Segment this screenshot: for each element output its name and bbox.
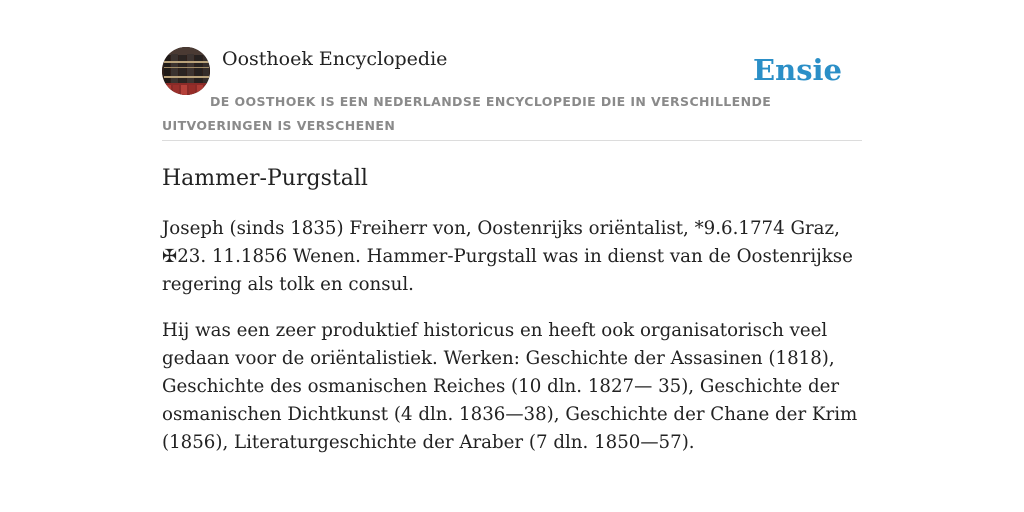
site-header [162,44,862,141]
article [162,160,867,457]
site-name[interactable]: Oosthoek Encyclopedie [222,48,448,70]
article-title: Hammer-Purgstall [162,166,368,191]
article-paragraph: Hij was een zeer produktief historicus en heeft ook organisatorisch veel gedaan voor de oriëntalistiek. Werken: Geschichte der Assasinen (1818), Geschichte des osmanischen Reiches (10 dln. 1827— 35), Geschichte der osmanischen Dichtkunst (4 dln. 1836—38), Geschichte der Chane der Krim (1856), Literaturgeschichte der Araber (7 dln. 1850—57). [162,320,858,453]
brand-logo[interactable]: Ensie [753,53,842,87]
article-paragraph: Joseph (sinds 1835) Freiherr von, Oostenrijks oriëntalist, *9.6.1774 Graz, ✠23. 11.1856 Wenen. Hammer-Purgstall was in dienst van de Oostenrijkse regering als tolk en consul. [162,218,853,295]
site-tagline: DE OOSTHOEK IS EEN NEDERLANDSE ENCYCLOPEDIE DIE IN VERSCHILLENDE UITVOERINGEN IS VERSCHENEN [162,94,772,133]
encyclopedia-books-icon[interactable] [162,47,210,95]
